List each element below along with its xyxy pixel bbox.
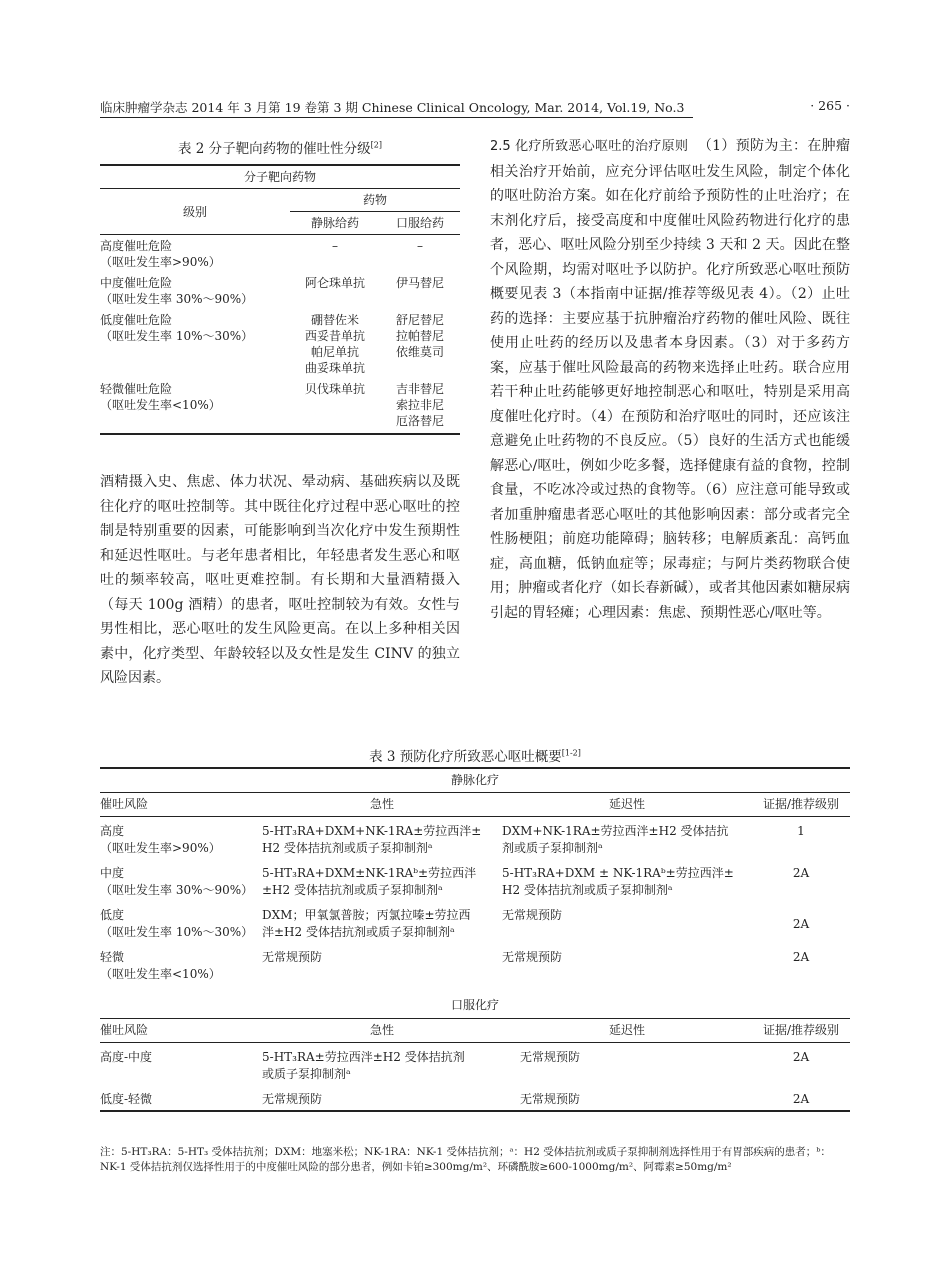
table3-col-delayed: 延迟性 bbox=[502, 1019, 752, 1043]
table2-header-iv: 静脉给药 bbox=[290, 212, 380, 235]
table-row: 高度催吐危险 （呕吐发生率>90%） – – bbox=[100, 239, 423, 269]
table-row: 轻微 （呕吐发生率<10%） 无常规预防 无常规预防 2A bbox=[100, 950, 810, 981]
table3 bbox=[100, 767, 850, 1112]
table-row: 中度催吐危险 （呕吐发生率 30%～90%） 阿仑珠单抗 伊马替尼 bbox=[100, 276, 444, 306]
table3-iv-title: 静脉化疗 bbox=[100, 768, 850, 793]
table3-col-risk: 催吐风险 bbox=[100, 1019, 262, 1043]
table3-caption: 表 3 预防化疗所致恶心呕吐概要[1-2] bbox=[369, 748, 581, 765]
table2 bbox=[100, 164, 460, 435]
table3-col-acute: 急性 bbox=[262, 1019, 502, 1043]
table-row: 轻微催吐危险 （呕吐发生率<10%） 贝伐珠单抗 吉非替尼 索拉非尼 厄洛替尼 bbox=[100, 378, 460, 434]
table-row: 低度 （呕吐发生率 10%～30%） DXM；甲氧氯普胺；丙氯拉嗪±劳拉西 泮±H2 受体拮抗剂或质子泵抑制剂ᵃ 无常规预防 2A bbox=[100, 908, 810, 939]
journal-header: 临床肿瘤学杂志 2014 年 3 月第 19 卷第 3 期 Chinese Clinical Oncology, Mar. 2014, Vol.19, No.3 bbox=[100, 100, 685, 115]
table3-col-evidence: 证据/推荐级别 bbox=[752, 793, 850, 817]
table2-header-level: 级别 bbox=[100, 189, 290, 235]
table-row: 低度催吐危险 （呕吐发生率 10%～30%） 硼替佐米 西妥昔单抗 帕尼单抗 曲妥珠单抗 舒尼替尼 拉帕替尼 依维莫司 bbox=[100, 313, 444, 375]
table3-oral-title: 口服化疗 bbox=[100, 985, 850, 1019]
table3-col-delayed: 延迟性 bbox=[502, 793, 752, 817]
table-row: 中度 （呕吐发生率 30%～90%） 5-HT₃RA+DXM±NK-1RAᵇ±劳拉西泮 ±H2 受体拮抗剂或质子泵抑制剂ᵃ 5-HT₃RA+DXM ± NK-1RAᵇ±劳拉西泮± H2 受体拮抗剂或质子泵抑制剂ᵃ 2A bbox=[100, 866, 810, 897]
table2-caption: 表 2 分子靶向药物的催吐性分级[2] bbox=[177, 140, 382, 157]
table3-col-acute: 急性 bbox=[262, 793, 502, 817]
section-2-5 bbox=[490, 134, 850, 625]
table2-header-top: 分子靶向药物 bbox=[100, 165, 460, 189]
table-row: 高度 （呕吐发生率>90%） 5-HT₃RA+DXM+NK-1RA±劳拉西泮± H2 受体拮抗剂或质子泵抑制剂ᵃ DXM+NK-1RA±劳拉西泮±H2 受体拮抗 剂或质子泵抑制剂ᵃ 1 bbox=[100, 824, 805, 855]
header-rule bbox=[100, 117, 693, 118]
table-row: 高度-中度 5-HT₃RA±劳拉西泮±H2 受体拮抗剂 或质子泵抑制剂ᵃ 无常规预防 2A bbox=[100, 1050, 810, 1081]
page-number: · 265 · bbox=[810, 98, 850, 113]
table3-note: 注：5-HT₃RA：5-HT₃ 受体拮抗剂；DXM：地塞米松；NK-1RA：NK-1 受体拮抗剂；ᵃ：H2 受体拮抗剂或质子泵抑制剂选择性用于有胃部疾病的患者；ᵇ：NK-1 受体拮抗剂仅选择性用于的中度催吐风险的部分患者，例如卡铂≥300mg/m²、环磷酰胺≥600-1000mg/m²、阿霉素≥50mg/m² bbox=[100, 1146, 831, 1173]
table2-header-drug: 药物 bbox=[290, 189, 460, 212]
table3-col-risk: 催吐风险 bbox=[100, 793, 262, 817]
table2-header-oral: 口服给药 bbox=[380, 212, 460, 235]
table3-col-evidence: 证据/推荐级别 bbox=[752, 1019, 850, 1043]
section-heading: 2.5 化疗所致恶心呕吐的治疗原则 bbox=[490, 139, 689, 154]
table-row: 低度-轻微 无常规预防 无常规预防 2A bbox=[100, 1085, 850, 1111]
section-body: （1）预防为主：在肿瘤相关治疗开始前，应充分评估呕吐发生风险，制定个体化的呕吐防治方案。如在化疗前给予预防性的止吐治疗；在末剂化疗后，接受高度和中度催吐风险药物进行化疗的患者，恶心、呕吐风险分别至少持续 3 天和 2 天。因此在整个风险期，均需对呕吐予以防护。化疗所致恶心呕吐预防概要见表 3（本指南中证据/推荐等级见表 4）。（2）止吐药的选择：主要应基于抗肿瘤治疗药物的催吐风险、既往使用止吐药的经历以及患者本身因素。（3）对于多药方案，应基于催吐风险最高的药物来选择止吐药。联合应用若干种止吐药能够更好地控制恶心和呕吐，特别是采用高度催吐化疗时。（4）在预防和治疗呕吐的同时，还应该注意避免止吐药物的不良反应。（5）良好的生活方式也能缓解恶心/呕吐，例如少吃多餐，选择健康有益的食物，控制食量，不吃冰冷或过热的食物等。（6）应注意可能导致或者加重肿瘤患者恶心呕吐的其他影响因素：部分或者完全性肠梗阻；前庭功能障碍；脑转移；电解质紊乱：高钙血症，高血糖，低钠血症等；尿毒症；与阿片类药物联合使用；肿瘤或者化疗（如长春新碱），或者其他因素如糖尿病引起的胃轻瘫；心理因素：焦虑、预期性恶心/呕吐等。 bbox=[490, 138, 850, 621]
left-column-paragraph: 酒精摄入史、焦虑、体力状况、晕动病、基础疾病以及既往化疗的呕吐控制等。其中既往化疗过程中恶心呕吐的控制是特别重要的因素，可能影响到当次化疗中发生预期性和延迟性呕吐。与老年患者相比，年轻患者发生恶心和呕吐的频率较高，呕吐更难控制。有长期和大量酒精摄入（每天 100g 酒精）的患者，呕吐控制较为有效。女性与男性相比，恶心呕吐的发生风险更高。在以上多种相关因素中，化疗类型、年龄较轻以及女性是发生 CINV 的独立风险因素。 bbox=[100, 474, 460, 686]
